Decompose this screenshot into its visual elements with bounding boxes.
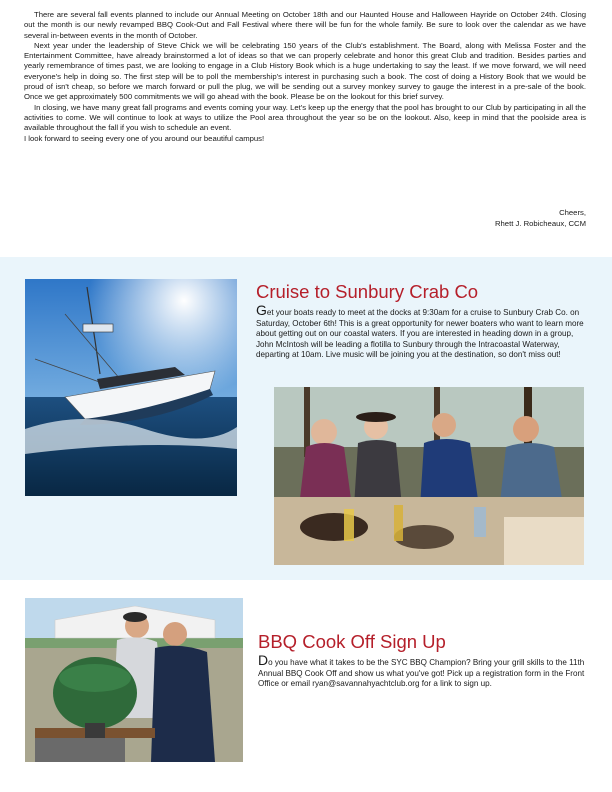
letter-paragraph-2: Next year under the leadership of Steve Chick we will be celebrating 150 years of the Club's establishment. The Board, along with Melissa Foster and the Entertainment Committee, have already brainstormed a lot of ideas so that we can properly celebrate and honor this great Club and tradition. Besides parties and yearly remembrance of times past, we are looking to engage in a Club History Book which is a huge undertaking to say the least. If we move forward, we will need everyone's help in doing so. The first step will be to poll the membership's interest in purchasing such a book. The cost of doing a History Book that we would be proud of isn't cheap, so before we march forward or pull the plug, we will be sending out a survey monkey survey to gauge the interest in a pre-sale of the book. Once we get approximately 500 commitments we will go ahead with the book. Please be on the lookout for this brief survey. bbox=[24, 40, 586, 102]
cruise-body-text: et your boats ready to meet at the docks at 9:30am for a cruise to Sunbury Crab Co. on Saturday, October 6th! This is a great opportunity for newer boaters who want to learn more about getting out on our coastal waters. If you are interested in heading down in a group, John McIntosh will be leading a flotilla to Sunbury through the Intracoastal Waterway, departing at 10am. Live music will be joining you at the destination, so don't miss out! bbox=[256, 308, 584, 360]
bbq-body-text: o you have what it takes to be the SYC BBQ Champion? Bring your grill skills to the 11th Annual BBQ Cook Off and show us what you've got! Pick up a registration form in the Front Office or email ryan@savannahyachtclub.org for a link to sign up. bbox=[258, 658, 585, 689]
cruise-dropcap: G bbox=[256, 302, 267, 318]
closing-line: I look forward to seeing every one of you around our beautiful campus! bbox=[24, 133, 265, 143]
bbq-grill-photo bbox=[25, 598, 243, 762]
boat-photo bbox=[25, 279, 237, 496]
letter bbox=[24, 10, 586, 144]
bbq-dropcap: D bbox=[258, 652, 269, 668]
signature-block bbox=[495, 207, 586, 229]
sign-off: Cheers, bbox=[559, 208, 586, 217]
letter-paragraph-1: There are several fall events planned to include our Annual Meeting on October 18th and our Haunted House and Halloween Hayride on October 24th. Closing out the month is our newly revamped BBQ Cook-Out and Fall Festival where there will be fun for the whole family. Be sure to look over the calendar as we have several in-between events in the month of October. bbox=[24, 10, 586, 40]
bbq-heading: BBQ Cook Off Sign Up bbox=[258, 631, 446, 652]
signature-name: Rhett J. Robicheaux, CCM bbox=[494, 219, 586, 228]
group-dining-photo bbox=[274, 387, 584, 565]
cruise-body bbox=[256, 302, 588, 361]
bbq-body bbox=[258, 652, 588, 690]
letter-paragraph-3: In closing, we have many great fall programs and events coming your way. Let's keep up the energy that the pool has brought to our Club by participating in all the activities to come. We will continue to look at ways to utilize the Pool area throughout the year so be on the lookout. Also, keep in mind that the poolside area is available throughout the fall if you wish to schedule an event. bbox=[24, 102, 586, 133]
cruise-heading: Cruise to Sunbury Crab Co bbox=[256, 281, 479, 302]
